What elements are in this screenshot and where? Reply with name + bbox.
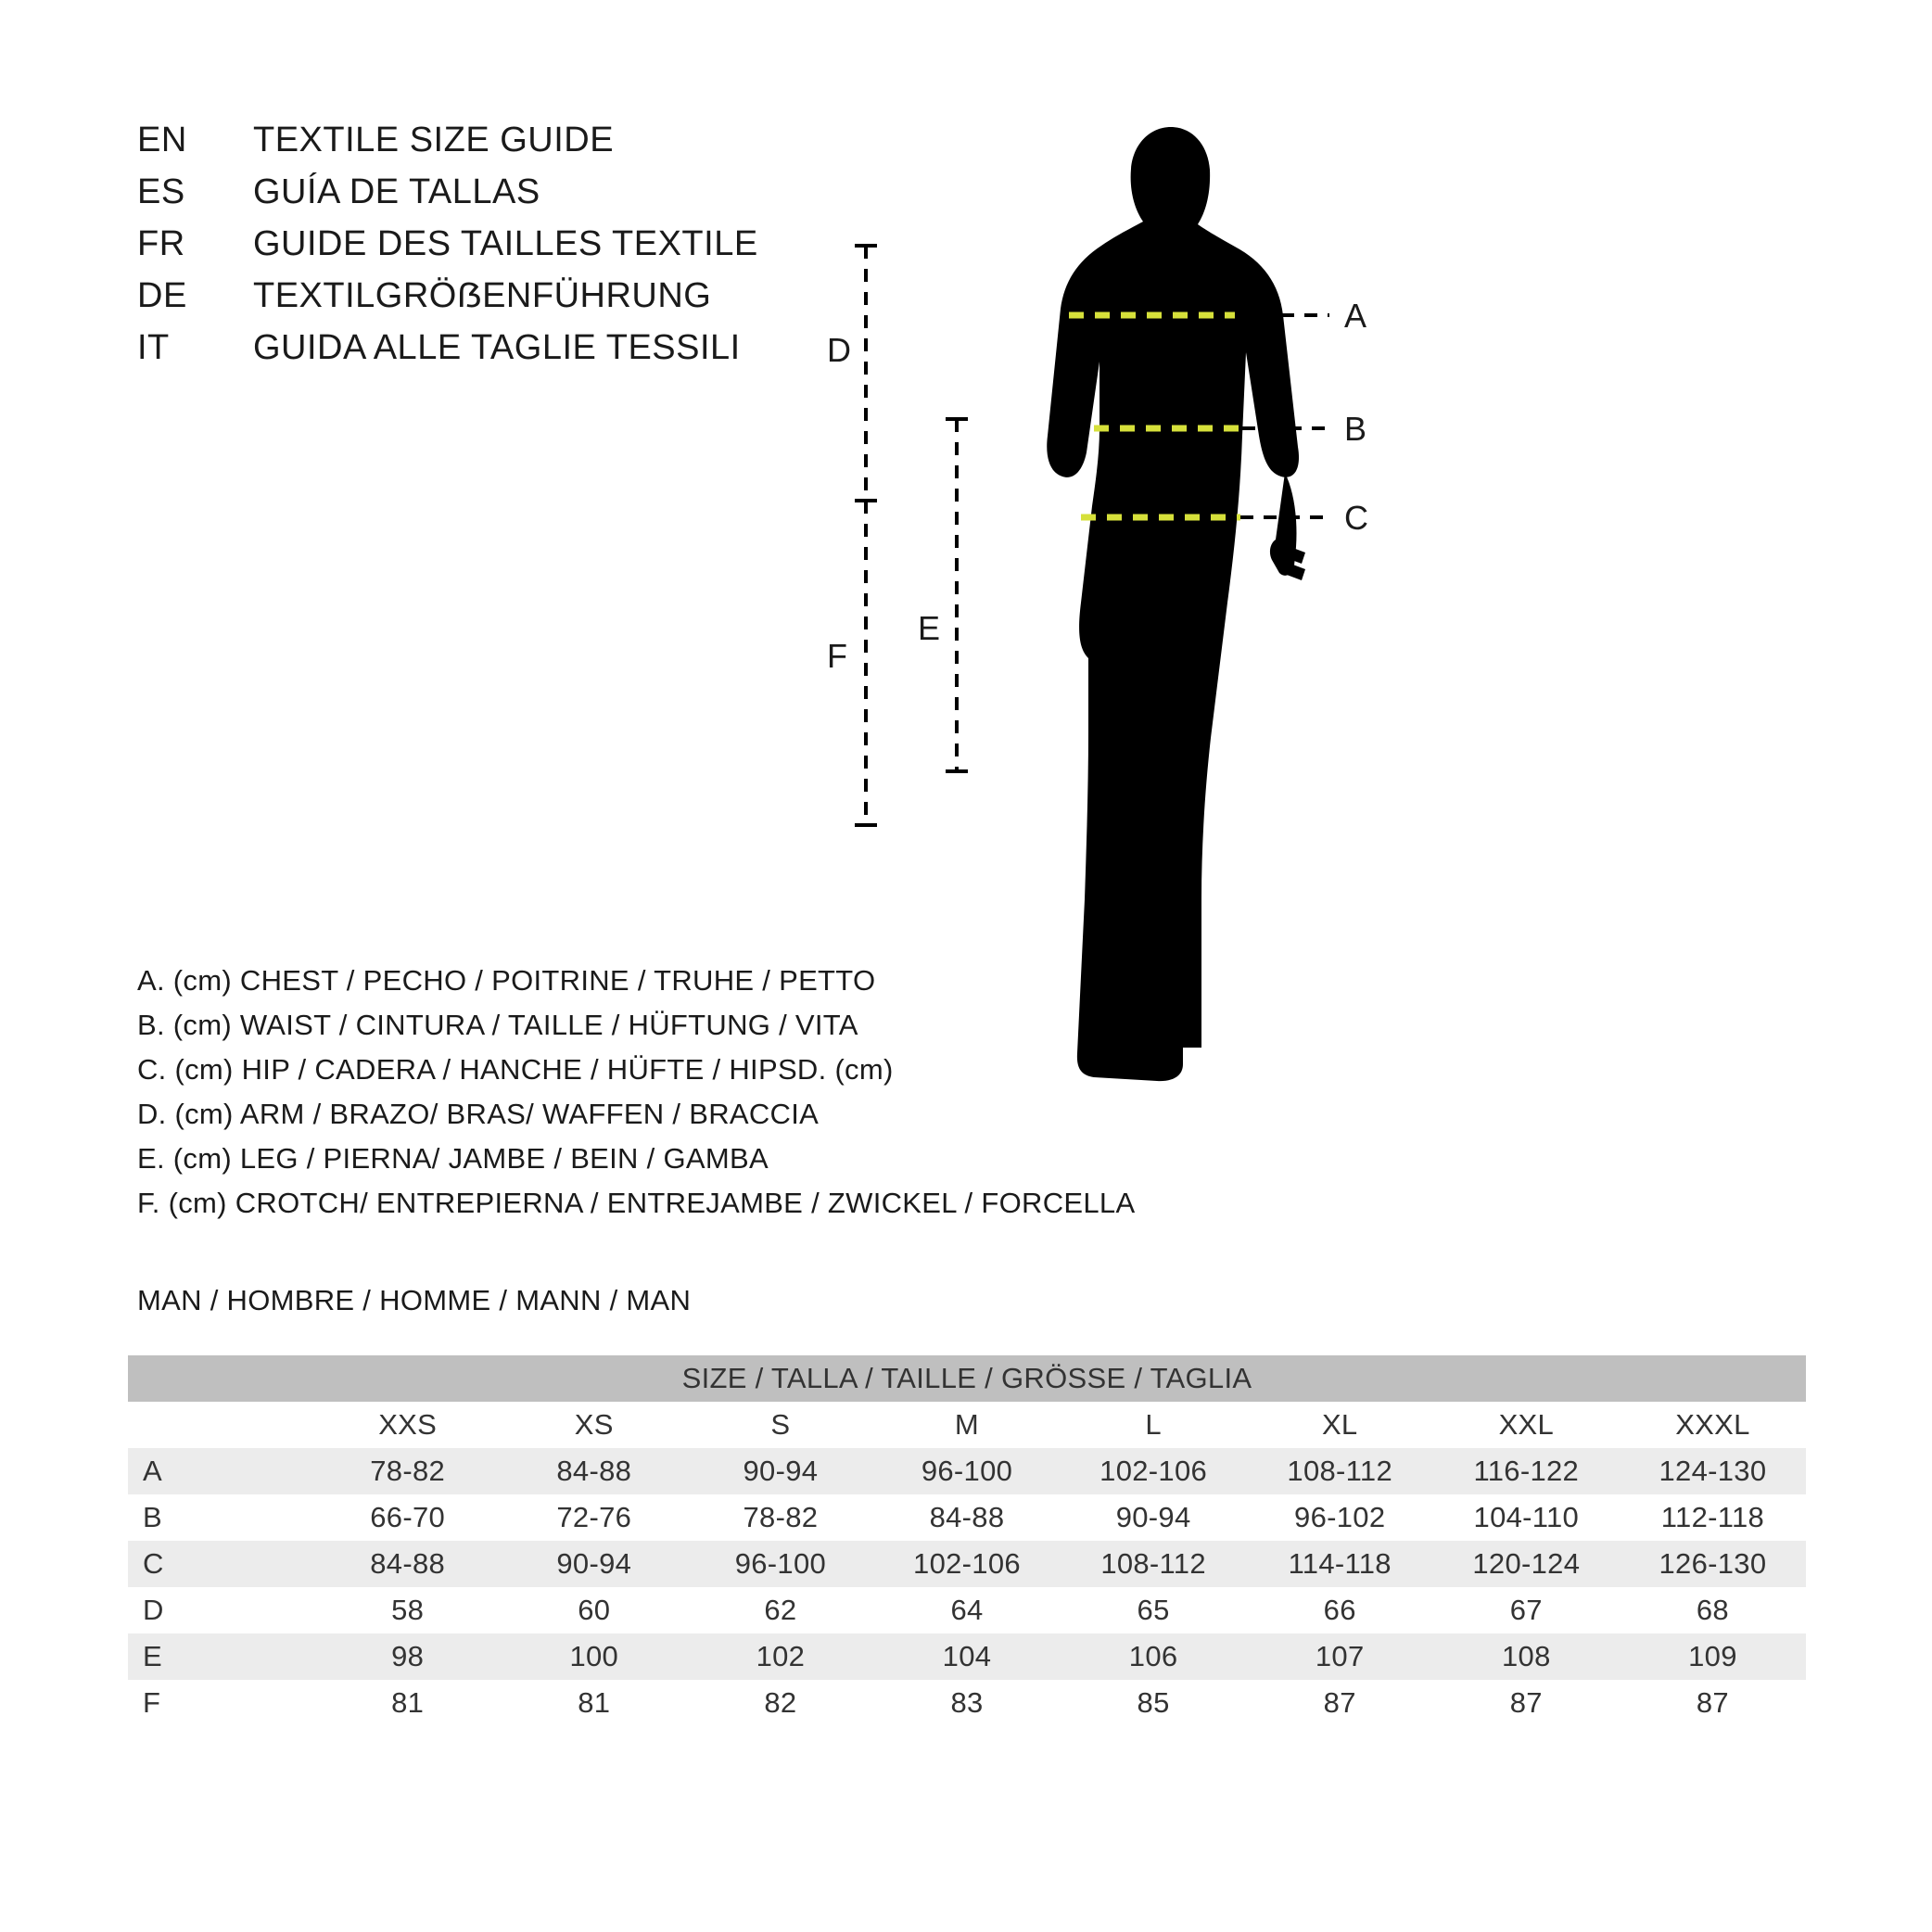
cell-f-xl: 87 (1247, 1680, 1433, 1726)
language-row (137, 121, 758, 172)
language-row (137, 328, 758, 380)
legend-item-d: D. (cm) ARM / BRAZO/ BRAS/ WAFFEN / BRACCIA (137, 1098, 820, 1130)
cell-a-s: 90-94 (687, 1448, 873, 1494)
size-header-l: L (1061, 1402, 1247, 1448)
callout-label-f: F (827, 637, 847, 675)
cell-b-l: 90-94 (1061, 1494, 1247, 1541)
table-row (128, 1448, 1806, 1494)
legend-item-f: F. (cm) CROTCH/ ENTREPIERNA / ENTREJAMBE / ZWICKEL / FORCELLA (137, 1187, 1136, 1219)
cell-f-s: 82 (687, 1680, 873, 1726)
cell-c-l: 108-112 (1061, 1541, 1247, 1587)
row-label-c: C (128, 1541, 314, 1587)
cell-b-s: 78-82 (687, 1494, 873, 1541)
cell-e-xxl: 108 (1433, 1633, 1620, 1680)
cell-d-xxs: 58 (314, 1587, 501, 1633)
legend-item-c: C. (cm) HIP / CADERA / HANCHE / HÜFTE / HIPSD. (cm) (137, 1053, 894, 1086)
cell-a-xxxl: 124-130 (1620, 1448, 1806, 1494)
cell-c-xxs: 84-88 (314, 1541, 501, 1587)
language-code: DE (137, 276, 187, 315)
size-header-xl: XL (1247, 1402, 1433, 1448)
language-title: TEXTILGRÖẞENFÜHRUNG (253, 276, 712, 315)
language-row (137, 224, 758, 276)
cell-a-xs: 84-88 (501, 1448, 687, 1494)
language-title: TEXTILE SIZE GUIDE (253, 121, 615, 159)
legend-item-e: E. (cm) LEG / PIERNA/ JAMBE / BEIN / GAMBA (137, 1142, 769, 1175)
cell-c-s: 96-100 (687, 1541, 873, 1587)
size-header-xs: XS (501, 1402, 687, 1448)
measurement-legend (137, 964, 1135, 1231)
callout-label-a: A (1344, 297, 1367, 335)
dimension-e (918, 419, 968, 771)
gender-label: MAN / HOMBRE / HOMME / MANN / MAN (137, 1284, 692, 1316)
table-row (128, 1587, 1806, 1633)
row-label-d: D (128, 1587, 314, 1633)
cell-b-xxs: 66-70 (314, 1494, 501, 1541)
cell-c-xxl: 120-124 (1433, 1541, 1620, 1587)
cell-e-xs: 100 (501, 1633, 687, 1680)
cell-f-xxl: 87 (1433, 1680, 1620, 1726)
language-title: GUIDE DES TAILLES TEXTILE (253, 224, 758, 263)
cell-b-xs: 72-76 (501, 1494, 687, 1541)
language-title: GUIDA ALLE TAGLIE TESSILI (253, 328, 741, 367)
table-row (128, 1494, 1806, 1541)
body-measurement-diagram (827, 83, 1882, 1214)
callout-label-b: B (1344, 410, 1367, 448)
cell-f-xs: 81 (501, 1680, 687, 1726)
dimension-f (827, 246, 877, 825)
cell-b-m: 84-88 (873, 1494, 1060, 1541)
cell-d-xxxl: 68 (1620, 1587, 1806, 1633)
size-header-s: S (687, 1402, 873, 1448)
cell-d-xl: 66 (1247, 1587, 1433, 1633)
cell-a-m: 96-100 (873, 1448, 1060, 1494)
cell-e-xxxl: 109 (1620, 1633, 1806, 1680)
cell-c-xxxl: 126-130 (1620, 1541, 1806, 1587)
callout-label-d: D (827, 331, 851, 369)
cell-d-xxl: 67 (1433, 1587, 1620, 1633)
size-header-m: M (873, 1402, 1060, 1448)
table-header-row (128, 1402, 1806, 1448)
legend-item-b: B. (cm) WAIST / CINTURA / TAILLE / HÜFTUNG / VITA (137, 1009, 858, 1041)
callout-label-e: E (918, 609, 941, 647)
cell-f-m: 83 (873, 1680, 1060, 1726)
cell-b-xxxl: 112-118 (1620, 1494, 1806, 1541)
cell-c-m: 102-106 (873, 1541, 1060, 1587)
size-table-wrapper (128, 1355, 1806, 1726)
size-table (128, 1355, 1806, 1726)
language-code: ES (137, 172, 185, 211)
size-header-xxs: XXS (314, 1402, 501, 1448)
language-row (137, 276, 758, 328)
size-table-title: SIZE / TALLA / TAILLE / GRÖSSE / TAGLIA (128, 1355, 1806, 1402)
cell-a-xxl: 116-122 (1433, 1448, 1620, 1494)
corner-cell (128, 1402, 314, 1448)
cell-e-s: 102 (687, 1633, 873, 1680)
table-row (128, 1541, 1806, 1587)
language-title-block (137, 121, 758, 380)
man-silhouette-icon (1047, 127, 1305, 1081)
cell-e-m: 104 (873, 1633, 1060, 1680)
language-code: FR (137, 224, 185, 263)
row-label-a: A (128, 1448, 314, 1494)
legend-item-a: A. (cm) CHEST / PECHO / POITRINE / TRUHE / PETTO (137, 964, 876, 997)
table-title-row (128, 1355, 1806, 1402)
language-code: EN (137, 121, 187, 159)
row-label-e: E (128, 1633, 314, 1680)
cell-a-xxs: 78-82 (314, 1448, 501, 1494)
silhouette-body (1047, 127, 1299, 1081)
row-label-b: B (128, 1494, 314, 1541)
cell-b-xxl: 104-110 (1433, 1494, 1620, 1541)
cell-e-l: 106 (1061, 1633, 1247, 1680)
cell-f-l: 85 (1061, 1680, 1247, 1726)
cell-a-xl: 108-112 (1247, 1448, 1433, 1494)
cell-d-s: 62 (687, 1587, 873, 1633)
size-header-xxl: XXL (1433, 1402, 1620, 1448)
cell-c-xl: 114-118 (1247, 1541, 1433, 1587)
cell-b-xl: 96-102 (1247, 1494, 1433, 1541)
language-row (137, 172, 758, 224)
cell-c-xs: 90-94 (501, 1541, 687, 1587)
cell-f-xxxl: 87 (1620, 1680, 1806, 1726)
cell-d-l: 65 (1061, 1587, 1247, 1633)
table-row (128, 1633, 1806, 1680)
cell-d-m: 64 (873, 1587, 1060, 1633)
cell-a-l: 102-106 (1061, 1448, 1247, 1494)
row-label-f: F (128, 1680, 314, 1726)
table-row (128, 1680, 1806, 1726)
callout-label-c: C (1344, 499, 1368, 537)
size-header-xxxl: XXXL (1620, 1402, 1806, 1448)
language-code: IT (137, 328, 170, 367)
language-title: GUÍA DE TALLAS (253, 172, 540, 211)
cell-e-xxs: 98 (314, 1633, 501, 1680)
cell-f-xxs: 81 (314, 1680, 501, 1726)
cell-d-xs: 60 (501, 1587, 687, 1633)
cell-e-xl: 107 (1247, 1633, 1433, 1680)
